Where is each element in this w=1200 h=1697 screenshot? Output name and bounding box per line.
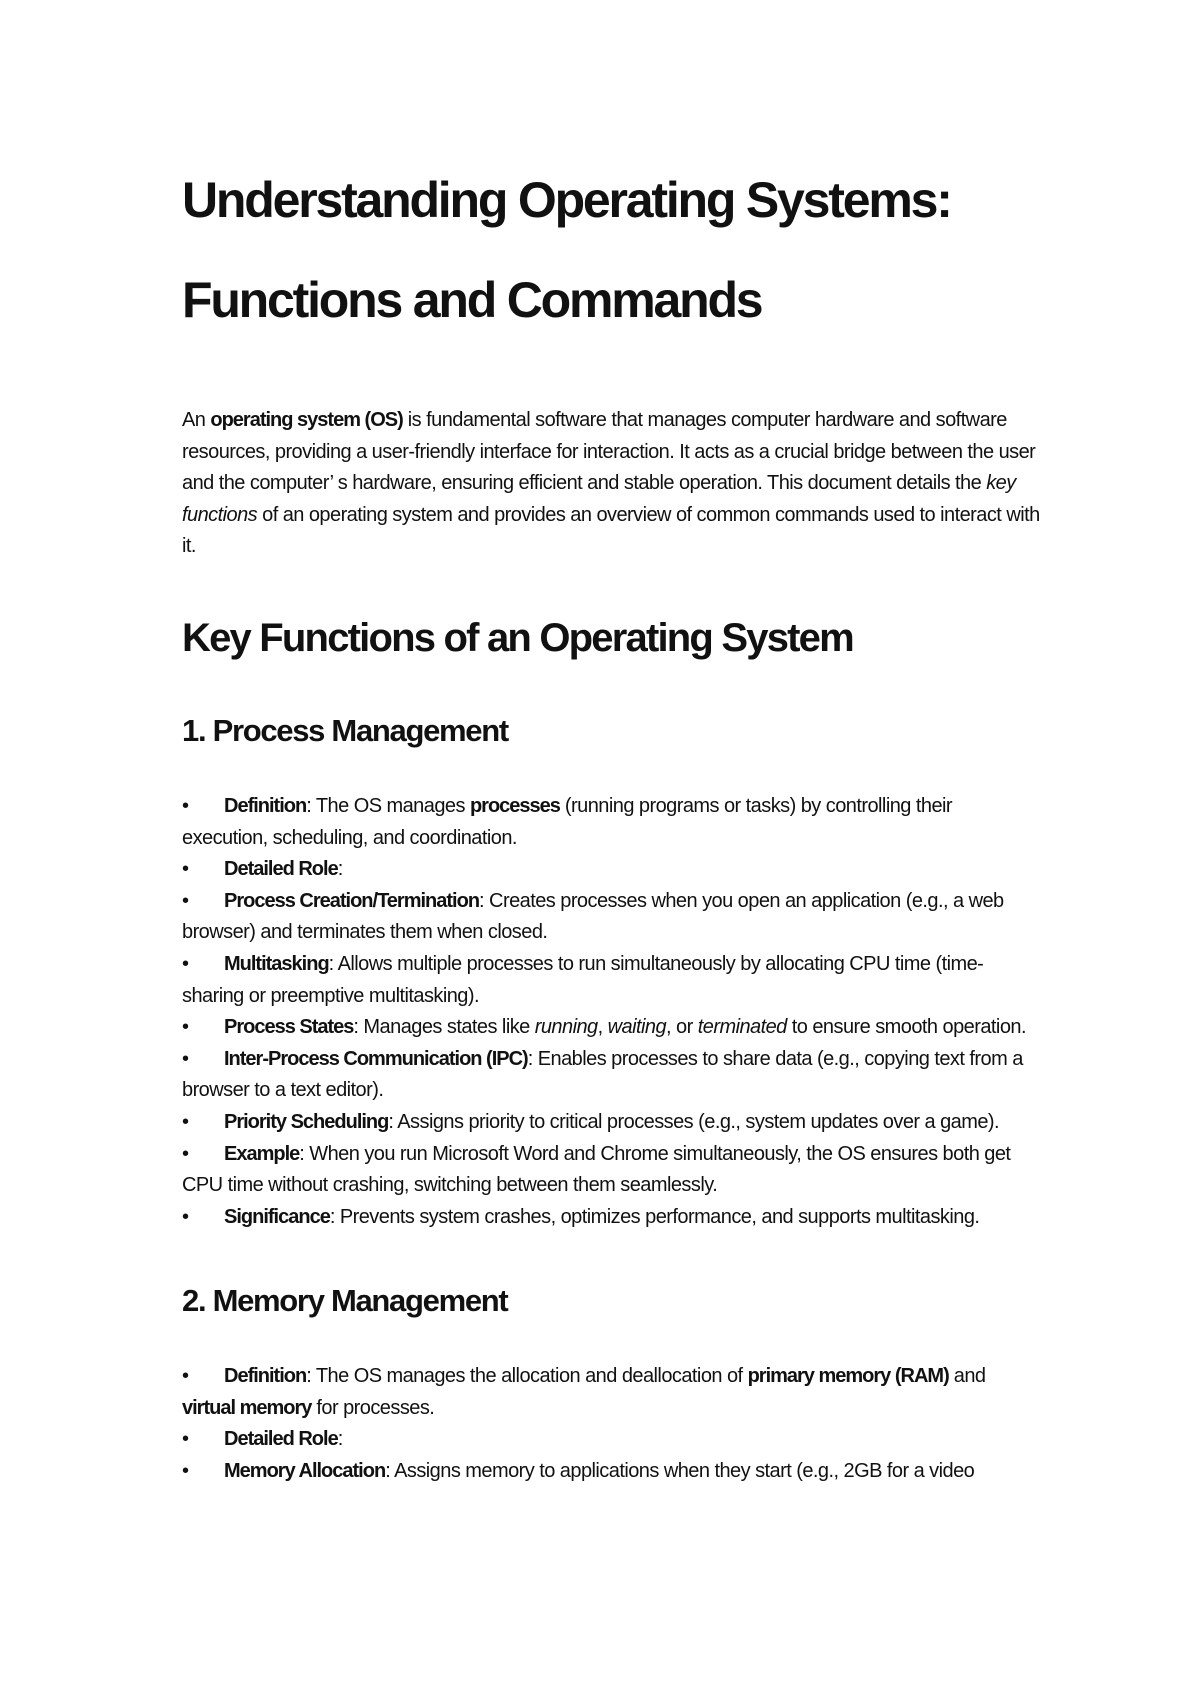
list-item: • Definition: The OS manages the allocation and deallocation of primary memory (RAM) and virtual memory for processes. [182, 1361, 1042, 1424]
bullet-icon: • [182, 1142, 189, 1165]
title-line-2: Functions and Commands [182, 272, 762, 328]
bullet-icon: • [182, 794, 189, 817]
list-item: • Memory Allocation: Assigns memory to applications when they start (e.g., 2GB for a video [182, 1456, 1042, 1488]
bullet-icon: • [182, 858, 189, 881]
bullet-icon: • [182, 1205, 189, 1228]
list-item: • Definition: The OS manages processes (running programs or tasks) by controlling their execution, scheduling, and coordination. [182, 791, 1042, 854]
list-item: • Significance: Prevents system crashes, optimizes performance, and supports multitasking. [182, 1202, 1042, 1234]
section-heading-key-functions: Key Functions of an Operating System [182, 615, 853, 660]
memory-management-list [182, 1361, 1042, 1487]
process-management-list [182, 791, 1042, 1233]
list-item: • Process States: Manages states like running, waiting, or terminated to ensure smooth operation. [182, 1012, 1042, 1044]
bullet-icon: • [182, 952, 189, 975]
list-item: • Priority Scheduling: Assigns priority to critical processes (e.g., system updates over a game). [182, 1107, 1042, 1139]
list-item: • Example: When you run Microsoft Word and Chrome simultaneously, the OS ensures both get CPU time without crashing, switching between them seamlessly. [182, 1139, 1042, 1202]
title-line-1: Understanding Operating Systems: [182, 172, 951, 228]
subsection-heading-process-management: 1. Process Management [182, 712, 508, 748]
document-page [182, 150, 1042, 1488]
bullet-icon: • [182, 1047, 189, 1070]
document-title [182, 150, 1042, 350]
list-item: • Multitasking: Allows multiple processes to run simultaneously by allocating CPU time (time-sharing or preemptive multitasking). [182, 949, 1042, 1012]
list-item: • Inter-Process Communication (IPC): Enables processes to share data (e.g., copying text from a browser to a text editor). [182, 1044, 1042, 1107]
subsection-heading-memory-management: 2. Memory Management [182, 1283, 508, 1319]
bullet-icon: • [182, 1365, 189, 1388]
bullet-icon: • [182, 1016, 189, 1039]
list-item: • Detailed Role: [182, 1424, 1042, 1456]
intro-paragraph: An operating system (OS) is fundamental software that manages computer hardware and software resources, providing a user-friendly interface for interaction. It acts as a crucial bridge between the user and the computer’ s hardware, ensuring efficient and stable operation. This document details the key functions of an operating system and provides an overview of common commands used to interact with it. [182, 409, 1040, 558]
bullet-icon: • [182, 1110, 189, 1133]
bullet-icon: • [182, 1428, 189, 1451]
bullet-icon: • [182, 889, 189, 912]
bullet-icon: • [182, 1460, 189, 1483]
list-item: • Detailed Role: [182, 854, 1042, 886]
list-item: • Process Creation/Termination: Creates processes when you open an application (e.g., a web browser) and terminates them when closed. [182, 886, 1042, 949]
